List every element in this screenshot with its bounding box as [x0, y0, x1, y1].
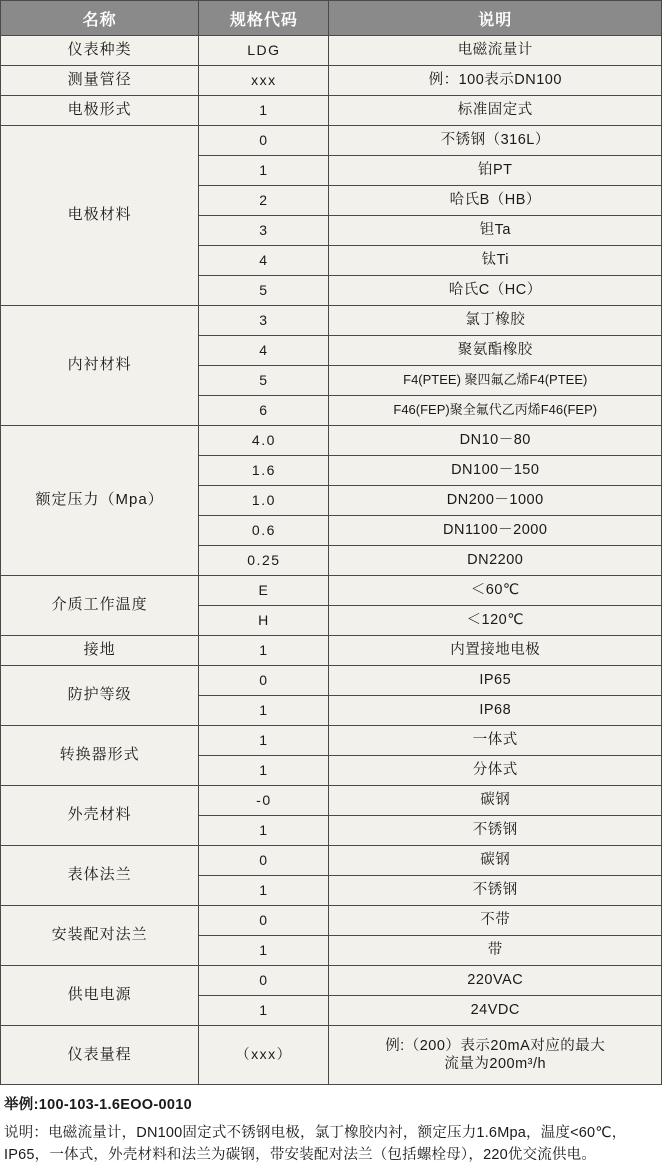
row-code-cell: 2	[199, 186, 329, 216]
row-desc-cell: 例：100表示DN100	[329, 66, 662, 96]
row-code-cell: 0	[199, 846, 329, 876]
row-desc-cell: DN1100－2000	[329, 516, 662, 546]
row-desc-cell: 钽Ta	[329, 216, 662, 246]
column-header-desc: 说明	[329, 1, 662, 36]
row-name-cell: 内衬材料	[1, 306, 199, 426]
table-row	[1, 636, 662, 666]
row-name-cell: 电极形式	[1, 96, 199, 126]
row-name-cell: 外壳材料	[1, 786, 199, 846]
table-body	[1, 36, 662, 1085]
row-desc-cell: 氯丁橡胶	[329, 306, 662, 336]
table-row	[1, 966, 662, 996]
row-desc-cell: ＜60℃	[329, 576, 662, 606]
row-name-cell: 电极材料	[1, 126, 199, 306]
example-text: 举例:100-103-1.6EOO-0010	[4, 1097, 192, 1113]
row-code-cell: 1	[199, 696, 329, 726]
row-code-cell: 1	[199, 96, 329, 126]
row-code-cell: 1	[199, 726, 329, 756]
table-row	[1, 426, 662, 456]
row-code-cell: 0	[199, 906, 329, 936]
table-row	[1, 906, 662, 936]
column-header-code: 规格代码	[199, 1, 329, 36]
row-desc-cell: ＜120℃	[329, 606, 662, 636]
table-row	[1, 786, 662, 816]
row-code-cell: 3	[199, 306, 329, 336]
row-code-cell: 0	[199, 666, 329, 696]
table-row	[1, 66, 662, 96]
row-desc-cell: 标准固定式	[329, 96, 662, 126]
row-code-cell: 0.25	[199, 546, 329, 576]
row-code-cell: 3	[199, 216, 329, 246]
row-desc-cell: 220VAC	[329, 966, 662, 996]
row-name-cell: 供电电源	[1, 966, 199, 1026]
row-desc-cell: 不锈钢（316L）	[329, 126, 662, 156]
table-row	[1, 846, 662, 876]
row-code-cell: E	[199, 576, 329, 606]
table-row	[1, 576, 662, 606]
row-desc-cell: 钛Ti	[329, 246, 662, 276]
row-desc-cell: 不带	[329, 906, 662, 936]
row-code-cell: 1.0	[199, 486, 329, 516]
row-code-cell: 1	[199, 156, 329, 186]
row-desc-cell: 哈氏C（HC）	[329, 276, 662, 306]
row-code-cell: xxx	[199, 66, 329, 96]
table-row	[1, 36, 662, 66]
row-code-cell: 1	[199, 876, 329, 906]
column-header-name: 名称	[1, 1, 199, 36]
row-name-cell: 表体法兰	[1, 846, 199, 906]
row-desc-cell: 分体式	[329, 756, 662, 786]
table-row	[1, 666, 662, 696]
table-row	[1, 1026, 662, 1085]
row-code-cell: 4.0	[199, 426, 329, 456]
row-code-cell: 1	[199, 636, 329, 666]
row-desc-cell: 铂PT	[329, 156, 662, 186]
row-desc-cell: DN200－1000	[329, 486, 662, 516]
row-desc-cell: F4(PTEE) 聚四氟乙烯F4(PTEE)	[329, 366, 662, 396]
row-name-cell: 仪表量程	[1, 1026, 199, 1085]
row-code-cell: 1	[199, 996, 329, 1026]
row-code-cell: -0	[199, 786, 329, 816]
row-code-cell: 1	[199, 816, 329, 846]
row-name-cell: 接地	[1, 636, 199, 666]
row-code-cell: 5	[199, 366, 329, 396]
notes-section	[0, 1085, 662, 1174]
row-desc-cell: 不锈钢	[329, 816, 662, 846]
row-code-cell: H	[199, 606, 329, 636]
table-header-row	[1, 1, 662, 36]
row-name-cell: 安装配对法兰	[1, 906, 199, 966]
row-desc-cell: DN100－150	[329, 456, 662, 486]
row-desc-cell: 24VDC	[329, 996, 662, 1026]
row-desc-cell: F46(FEP)聚全氟代乙丙烯F46(FEP)	[329, 396, 662, 426]
row-desc-cell: 不锈钢	[329, 876, 662, 906]
row-name-cell: 防护等级	[1, 666, 199, 726]
row-desc-cell: IP65	[329, 666, 662, 696]
row-code-cell: 0	[199, 126, 329, 156]
row-desc-cell: 例:（200）表示20mA对应的最大 流量为200m³/h	[329, 1026, 662, 1085]
row-code-cell: 1	[199, 756, 329, 786]
row-desc-cell: 一体式	[329, 726, 662, 756]
row-name-cell: 转换器形式	[1, 726, 199, 786]
row-desc-cell: 聚氨酯橡胶	[329, 336, 662, 366]
row-desc-cell: 哈氏B（HB）	[329, 186, 662, 216]
row-name-cell: 测量管径	[1, 66, 199, 96]
table-row	[1, 126, 662, 156]
row-desc-cell: 电磁流量计	[329, 36, 662, 66]
row-name-cell: 仪表种类	[1, 36, 199, 66]
row-desc-cell: DN10－80	[329, 426, 662, 456]
row-desc-cell: 碳钢	[329, 846, 662, 876]
row-desc-cell: 带	[329, 936, 662, 966]
row-code-cell: 5	[199, 276, 329, 306]
row-code-cell: 4	[199, 336, 329, 366]
row-code-cell: （xxx）	[199, 1026, 329, 1085]
row-desc-cell: DN2200	[329, 546, 662, 576]
table-row	[1, 726, 662, 756]
table-row	[1, 306, 662, 336]
row-code-cell: 1.6	[199, 456, 329, 486]
table-row	[1, 96, 662, 126]
row-desc-cell: IP68	[329, 696, 662, 726]
row-code-cell: LDG	[199, 36, 329, 66]
row-code-cell: 6	[199, 396, 329, 426]
row-name-cell: 介质工作温度	[1, 576, 199, 636]
row-name-cell: 额定压力（Mpa）	[1, 426, 199, 576]
row-desc-cell: 碳钢	[329, 786, 662, 816]
row-code-cell: 4	[199, 246, 329, 276]
row-desc-cell: 内置接地电极	[329, 636, 662, 666]
explanation-text: 说明：电磁流量计，DN100固定式不锈钢电极，氯丁橡胶内衬，额定压力1.6Mpa，温度<60℃，IP65，一体式，外壳材料和法兰为碳钢，带安装配对法兰（包括螺栓母），220优交流供电。	[4, 1124, 627, 1163]
row-code-cell: 0.6	[199, 516, 329, 546]
row-code-cell: 0	[199, 966, 329, 996]
row-code-cell: 1	[199, 936, 329, 966]
table-header	[1, 1, 662, 36]
